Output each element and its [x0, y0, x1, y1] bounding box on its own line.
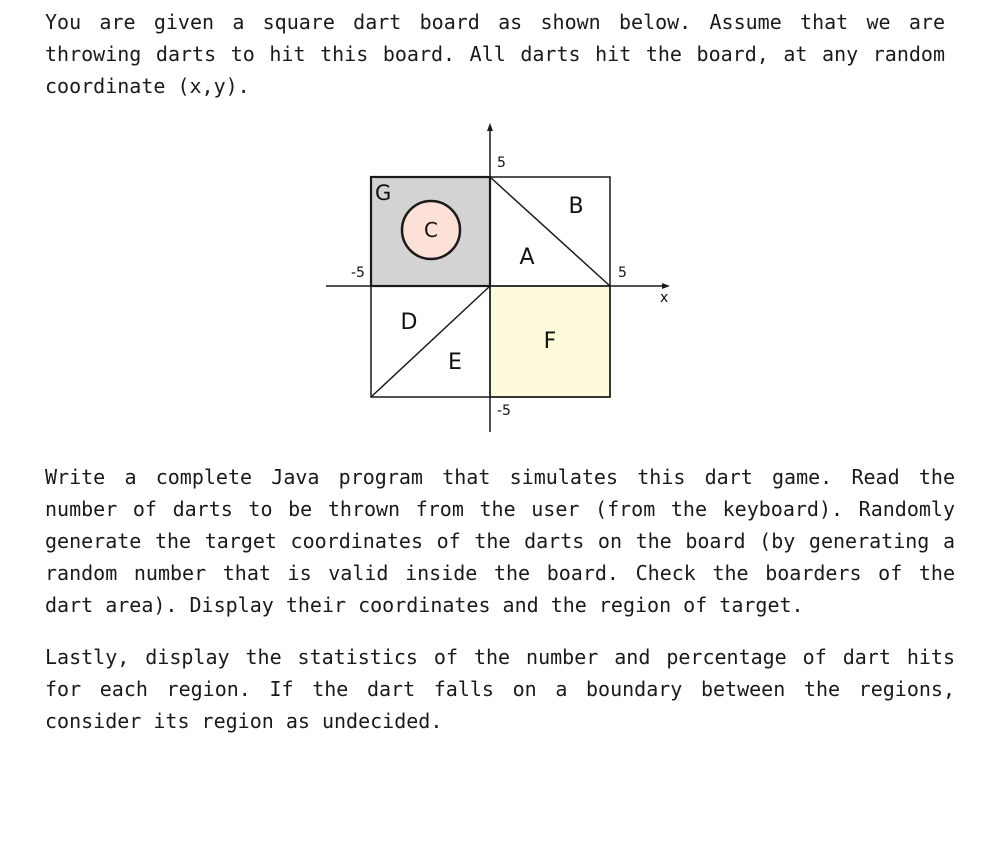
region-a-label: A — [519, 245, 535, 270]
region-d-label: D — [400, 310, 418, 335]
diagonal-d-e — [371, 286, 490, 397]
y-bottom-tick-label: -5 — [497, 403, 511, 419]
x-axis-name-label: x — [660, 290, 669, 306]
region-b-label: B — [568, 194, 584, 219]
y-axis-arrow-icon — [487, 123, 493, 131]
region-e-label: E — [448, 350, 462, 375]
intro-paragraph: You are given a square dart board as shown below. Assume that we are throwing darts to hit this board. All darts hit the board, at any random coordinate (x,y). — [45, 10, 945, 98]
region-f-label: F — [543, 329, 557, 354]
region-g-label: G — [375, 181, 392, 205]
statistics-paragraph: Lastly, display the statistics of the number and percentage of dart hits for each region. If the dart falls on a boundary between the regions, consider its region as undecided. — [45, 645, 955, 733]
region-c-label: C — [424, 218, 438, 242]
diagonal-a-b — [490, 177, 610, 286]
y-top-tick-label: 5 — [497, 155, 506, 171]
x-right-tick-label: 5 — [618, 265, 627, 281]
x-axis-arrow-icon — [662, 283, 670, 289]
x-left-tick-label: -5 — [351, 265, 365, 281]
task-paragraph: Write a complete Java program that simulates this dart game. Read the number of darts to be thrown from the user (from the keyboard). Randomly generate the target coordinates of the darts on the board (by generating a random number that is valid inside the board. Check the boarders of the dart area). Display their coordinates and the region of target. — [45, 465, 955, 617]
